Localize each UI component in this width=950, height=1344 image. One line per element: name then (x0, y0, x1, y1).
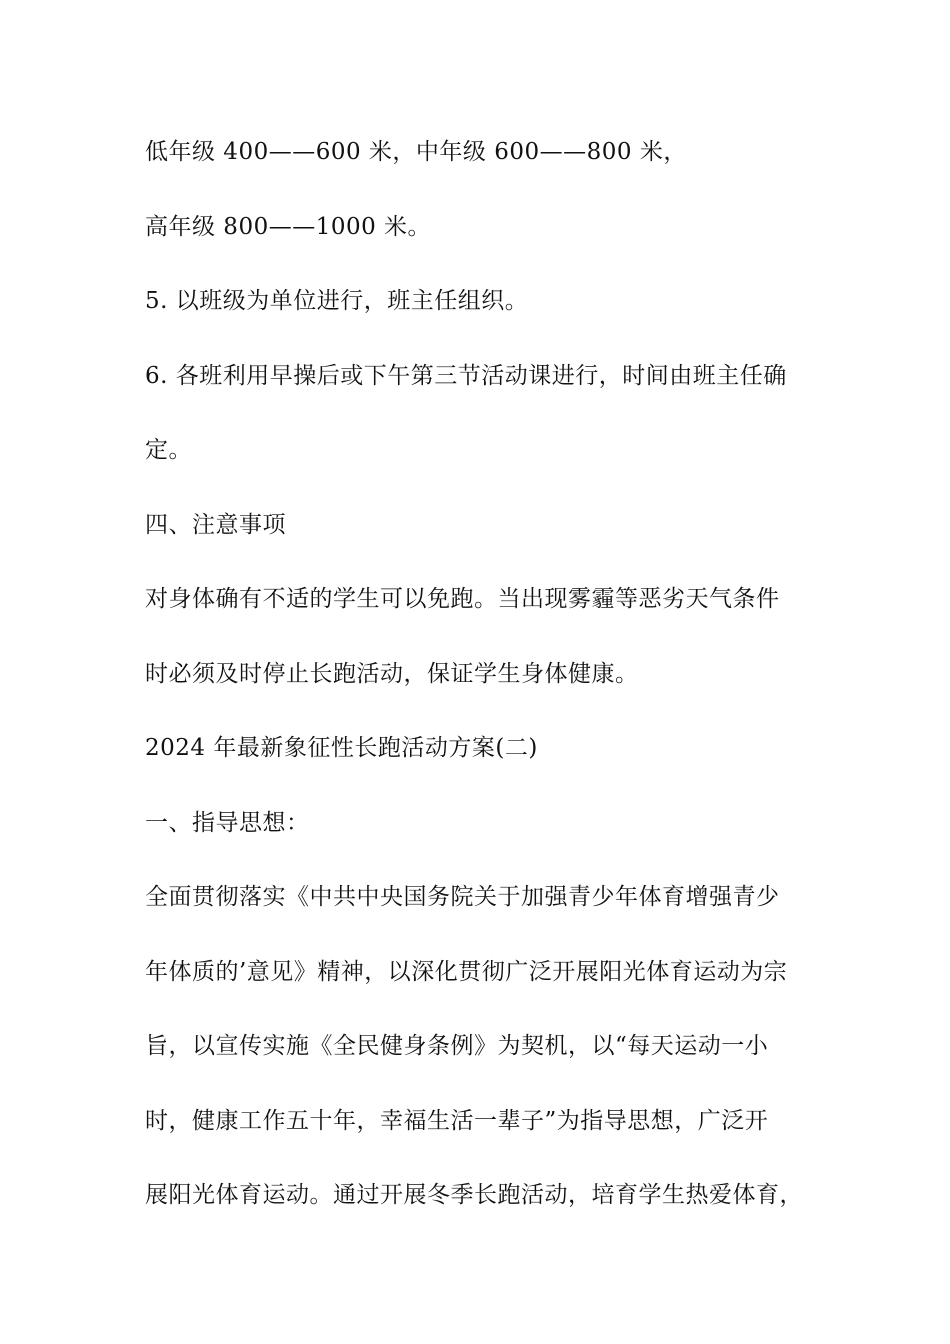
text-line: 年体质的’意见》精神，以深化贯彻广泛开展阳光体育运动为宗 (145, 959, 788, 985)
text-line: 对身体确有不适的学生可以免跑。当出现雾霾等恶劣天气条件 (145, 586, 780, 612)
section-heading: 四、注意事项 (145, 512, 286, 538)
section-heading: 一、指导思想： (145, 810, 310, 836)
text-line: 定。 (145, 437, 192, 463)
text-line: 高年级 800——1000 米。 (145, 214, 432, 240)
text-line: 全面贯彻落实《中共中央国务院关于加强青少年体育增强青少 (145, 884, 780, 910)
text-line: 低年级 400——600 米，中年级 600——800 米， (145, 139, 687, 165)
numbered-item-5: 5. 以班级为单位进行，班主任组织。 (145, 288, 529, 314)
text-line: 时，健康工作五十年，幸福生活一辈子”为指导思想，广泛开 (145, 1108, 769, 1134)
text-line: 旨，以宣传实施《全民健身条例》为契机，以“每天运动一小 (145, 1033, 769, 1059)
numbered-item-6: 6. 各班利用早操后或下午第三节活动课进行，时间由班主任确 (145, 363, 787, 389)
text-line: 时必须及时停止长跑活动，保证学生身体健康。 (145, 661, 639, 687)
text-line: 展阳光体育运动。通过开展冬季长跑活动，培育学生热爱体育， (145, 1182, 803, 1208)
document-title: 2024 年最新象征性长跑活动方案(二) (145, 735, 538, 761)
